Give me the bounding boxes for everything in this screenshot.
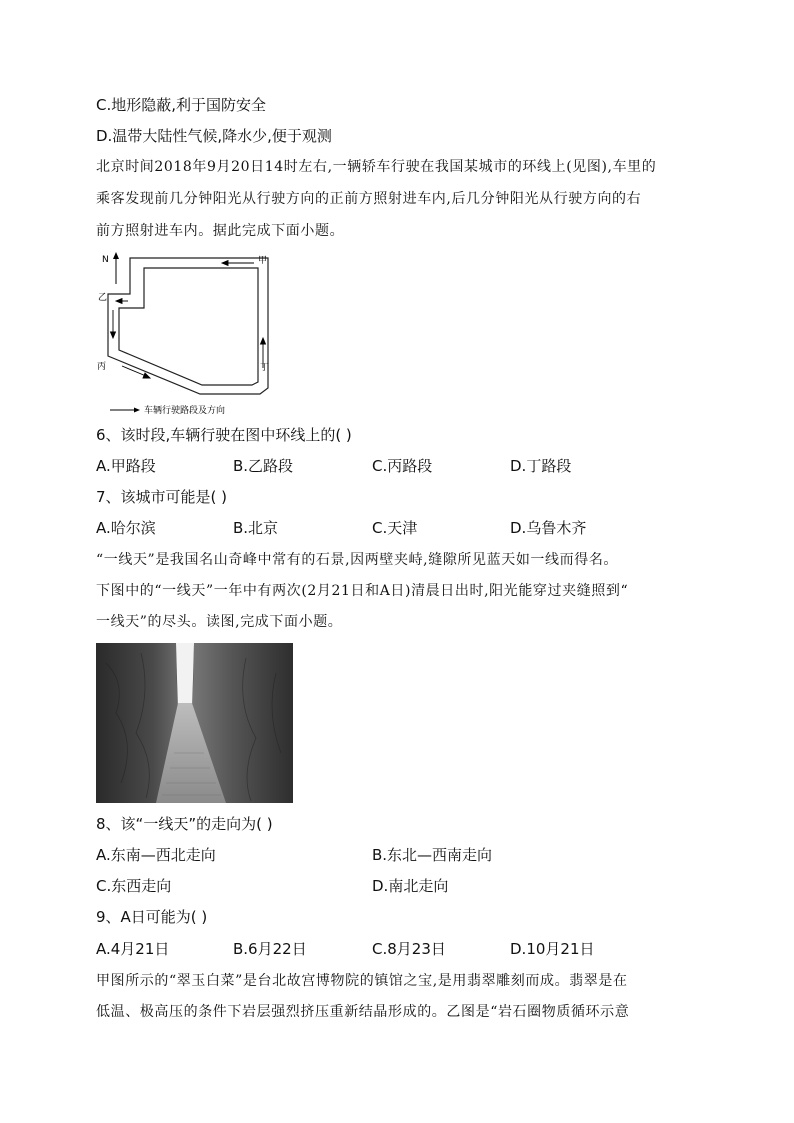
ring-outer xyxy=(108,258,268,394)
passage1-line1: 北京时间2018年9月20日14时左右,一辆轿车行驶在我国某城市的环线上(见图),车里的 xyxy=(96,159,657,175)
label-jia: 甲 xyxy=(258,256,268,266)
ring-road-map xyxy=(92,250,292,420)
q8-option-b: B.东北—西南走向 xyxy=(372,846,493,864)
passage2-line2: 下图中的“一线天”一年中有两次(2月21日和A日)清晨日出时,阳光能穿过夹缝照到“ xyxy=(96,583,629,599)
passage2-line1: “一线天”是我国名山奇峰中常有的石景,因两壁夹峙,缝隙所见蓝天如一线而得名。 xyxy=(96,552,619,568)
q9-option-c: C.8月23日 xyxy=(372,940,446,958)
q8-stem: 8、该“一线天”的走向为( ) xyxy=(96,815,273,833)
q6-option-c: C.丙路段 xyxy=(372,457,433,475)
option-c-prev: C.地形隐蔽,利于国防安全 xyxy=(96,96,267,114)
passage3-line1: 甲图所示的“翠玉白菜”是台北故宫博物院的镇馆之宝,是用翡翠雕刻而成。翡翠是在 xyxy=(96,973,628,989)
q9-stem: 9、A日可能为( ) xyxy=(96,908,208,926)
q7-option-c: C.天津 xyxy=(372,519,418,537)
map-legend: 车辆行驶路段及方向 xyxy=(144,406,226,416)
ring-inner xyxy=(119,268,258,385)
q8-option-a: A.东南—西北走向 xyxy=(96,846,216,864)
q9-option-b: B.6月22日 xyxy=(233,940,307,958)
q6-option-b: B.乙路段 xyxy=(233,457,294,475)
option-d-prev: D.温带大陆性气候,降水少,便于观测 xyxy=(96,127,332,145)
north-arrow-icon xyxy=(113,252,119,284)
q7-stem: 7、该城市可能是( ) xyxy=(96,488,228,506)
passage2-line3: 一线天”的尽头。读图,完成下面小题。 xyxy=(96,614,343,630)
north-label: N xyxy=(102,255,109,265)
passage1-line2: 乘客发现前几分钟阳光从行驶方向的正前方照射进车内,后几分钟阳光从行驶方向的右 xyxy=(96,191,642,207)
q9-option-d: D.10月21日 xyxy=(510,940,595,958)
passage3-line2: 低温、极高压的条件下岩层强烈挤压重新结晶形成的。乙图是“岩石圈物质循环示意 xyxy=(96,1004,630,1020)
legend-arrow-icon xyxy=(110,408,140,413)
q7-option-d: D.乌鲁木齐 xyxy=(510,519,587,537)
q9-option-a: A.4月21日 xyxy=(96,940,170,958)
q8-option-d: D.南北走向 xyxy=(372,877,449,895)
q7-option-b: B.北京 xyxy=(233,519,279,537)
q6-stem: 6、该时段,车辆行驶在图中环线上的( ) xyxy=(96,426,352,444)
label-bing: 丙 xyxy=(97,362,107,372)
q8-option-c: C.东西走向 xyxy=(96,877,172,895)
q6-option-d: D.丁路段 xyxy=(510,457,572,475)
q7-option-a: A.哈尔滨 xyxy=(96,519,156,537)
direction-arrows xyxy=(111,261,266,379)
passage1-line3: 前方照射进车内。据此完成下面小题。 xyxy=(96,223,345,239)
label-ding: 丁 xyxy=(260,363,270,373)
q6-option-a: A.甲路段 xyxy=(96,457,156,475)
yixiantian-photo xyxy=(96,643,293,803)
label-yi: 乙 xyxy=(98,293,108,303)
